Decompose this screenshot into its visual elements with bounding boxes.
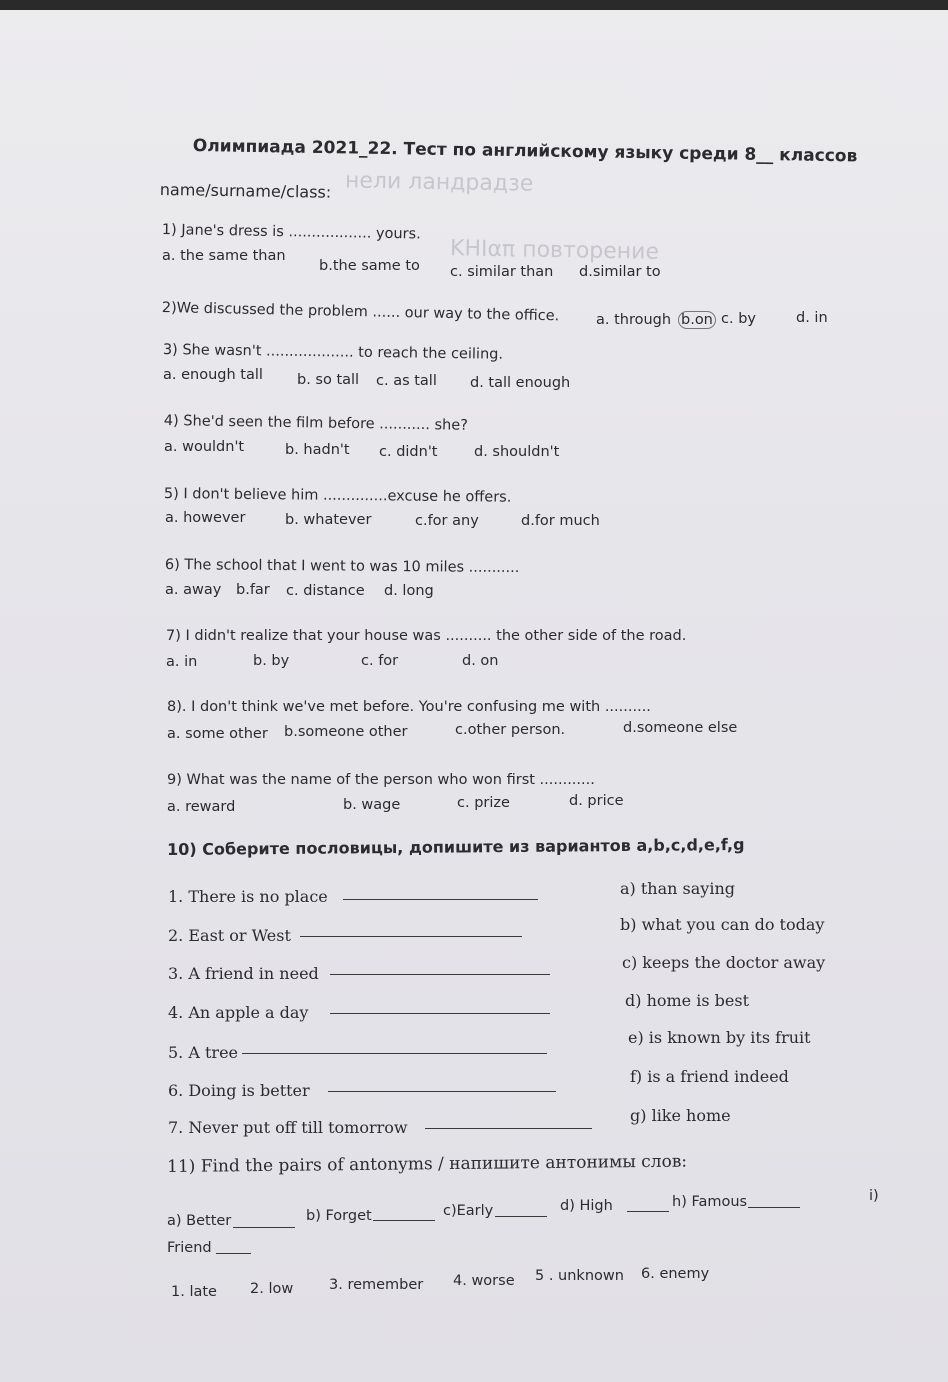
question-8-option-c: c.other person.: [455, 722, 566, 738]
question-1-option-a: a. the same than: [162, 248, 286, 264]
question-1-option-b: b.the same to: [319, 258, 420, 274]
question-3-option-d: d. tall enough: [470, 375, 571, 391]
question-1-stem: 1) Jane's dress is .................. yours.: [161, 222, 421, 243]
question-4-option-c: c. didn't: [379, 444, 438, 460]
answer-line: [328, 1091, 556, 1092]
question-8-option-d: d.someone else: [623, 720, 738, 736]
proverb-start-3: 3. A friend in need: [168, 964, 319, 983]
question-2-option-d: d. in: [796, 310, 828, 326]
antonym-word-d: d) High: [560, 1198, 613, 1214]
question-5-option-c: c.for any: [415, 513, 479, 529]
proverb-start-1: 1. There is no place: [168, 887, 328, 906]
proverb-end-d: d) home is best: [625, 991, 749, 1010]
answer-line: [330, 974, 550, 975]
question-2-option-b: b.on: [678, 311, 716, 329]
question-2-option-a: a. through: [596, 312, 672, 328]
question-1-option-d: d.similar to: [579, 264, 661, 280]
answer-line: [748, 1207, 800, 1208]
question-3-stem: 3) She wasn't ................... to reach the ceiling.: [162, 342, 504, 363]
proverb-start-7: 7. Never put off till tomorrow: [168, 1118, 408, 1137]
question-6-option-c: c. distance: [286, 583, 365, 599]
antonym-word-i: i): [869, 1188, 879, 1204]
answer-line: [343, 899, 538, 900]
question-5-option-b: b. whatever: [285, 512, 372, 528]
question-6-stem: 6) The school that I went to was 10 miles ...........: [164, 557, 520, 577]
question-7-option-b: b. by: [253, 653, 290, 669]
antonym-answer-6: 6. enemy: [641, 1266, 710, 1282]
answer-line: [495, 1216, 547, 1217]
question-8-stem: 8). I don't think we've met before. You're confusing me with ..........: [167, 699, 651, 715]
answer-line: [627, 1211, 669, 1212]
antonym-answer-3: 3. remember: [329, 1277, 424, 1293]
question-9-option-d: d. price: [569, 793, 624, 809]
antonym-word-friend: Friend: [167, 1240, 212, 1256]
question-8-option-a: a. some other: [167, 726, 268, 742]
antonym-answer-4: 4. worse: [453, 1273, 515, 1289]
question-1-option-c: c. similar than: [450, 264, 554, 280]
proverb-start-4: 4. An apple a day: [168, 1003, 309, 1022]
proverb-start-5: 5. A tree: [168, 1043, 239, 1062]
antonym-answer-2: 2. low: [250, 1281, 294, 1297]
question-7-option-c: c. for: [361, 653, 399, 669]
question-5-option-a: a. however: [165, 510, 246, 526]
question-4-option-a: a. wouldn't: [164, 439, 245, 455]
proverb-start-6: 6. Doing is better: [168, 1081, 310, 1100]
answer-line: [216, 1253, 251, 1254]
proverb-end-c: c) keeps the doctor away: [622, 953, 826, 972]
question-9-option-b: b. wage: [343, 797, 401, 813]
question-6-option-d: d. long: [384, 583, 434, 599]
antonym-answer-1: 1. late: [171, 1284, 217, 1300]
question-5-stem: 5) I don't believe him ..............excuse he offers.: [163, 486, 512, 506]
question-3-option-c: c. as tall: [376, 373, 437, 389]
question-4-stem: 4) She'd seen the film before ........... she?: [163, 413, 469, 434]
question-7-option-d: d. on: [462, 653, 499, 669]
proverb-end-b: b) what you can do today: [620, 915, 825, 934]
antonym-answer-5: 5 . unknown: [535, 1268, 624, 1284]
antonym-word-h: h) Famous: [672, 1194, 748, 1210]
question-9-option-a: a. reward: [167, 799, 236, 815]
question-9-stem: 9) What was the name of the person who won first ............: [167, 772, 595, 788]
bleed-through-text: нели ландрадзе: [344, 168, 534, 197]
question-5-option-d: d.for much: [521, 513, 600, 529]
answer-line: [242, 1053, 547, 1054]
question-7-stem: 7) I didn't realize that your house was .......... the other side of the road.: [166, 628, 687, 644]
answer-line: [330, 1013, 550, 1014]
question-10-title: 10) Соберите пословицы, допишите из вариантов a,b,c,d,e,f,g: [167, 834, 745, 859]
proverb-end-f: f) is a friend indeed: [630, 1067, 789, 1086]
question-4-option-d: d. shouldn't: [474, 444, 560, 460]
answer-line: [233, 1227, 295, 1228]
question-6-option-b: b.far: [236, 582, 270, 598]
question-2-option-c: c. by: [721, 311, 756, 327]
antonym-word-b: b) Forget: [306, 1208, 372, 1224]
worksheet-page: [0, 10, 948, 1382]
answer-line: [425, 1128, 592, 1129]
name-surname-class-label: name/surname/class:: [159, 180, 332, 202]
bleed-through-text: ΚΗΙαπ повторение: [449, 236, 660, 265]
answer-line: [300, 936, 522, 937]
question-3-option-a: a. enough tall: [163, 367, 263, 383]
question-9-option-c: c. prize: [457, 795, 510, 811]
antonym-word-c: c)Early: [443, 1203, 494, 1219]
page-title: Олимпиада 2021_22. Тест по английскому языку среди 8__ классов: [192, 136, 858, 167]
proverb-end-g: g) like home: [630, 1106, 731, 1125]
antonym-word-a: a) Better: [167, 1213, 232, 1229]
question-7-option-a: a. in: [166, 654, 198, 670]
question-3-option-b: b. so tall: [297, 372, 360, 388]
question-11-title: 11) Find the pairs of antonyms / напишите антонимы слов:: [167, 1151, 688, 1177]
answer-line: [373, 1220, 435, 1221]
question-8-option-b: b.someone other: [284, 724, 408, 740]
question-4-option-b: b. hadn't: [285, 442, 350, 458]
question-6-option-a: a. away: [165, 582, 222, 598]
proverb-end-a: a) than saying: [620, 879, 735, 898]
proverb-end-e: e) is known by its fruit: [628, 1028, 811, 1047]
question-2-stem: 2)We discussed the problem ...... our way to the office.: [161, 300, 560, 325]
proverb-start-2: 2. East or West: [168, 926, 291, 945]
